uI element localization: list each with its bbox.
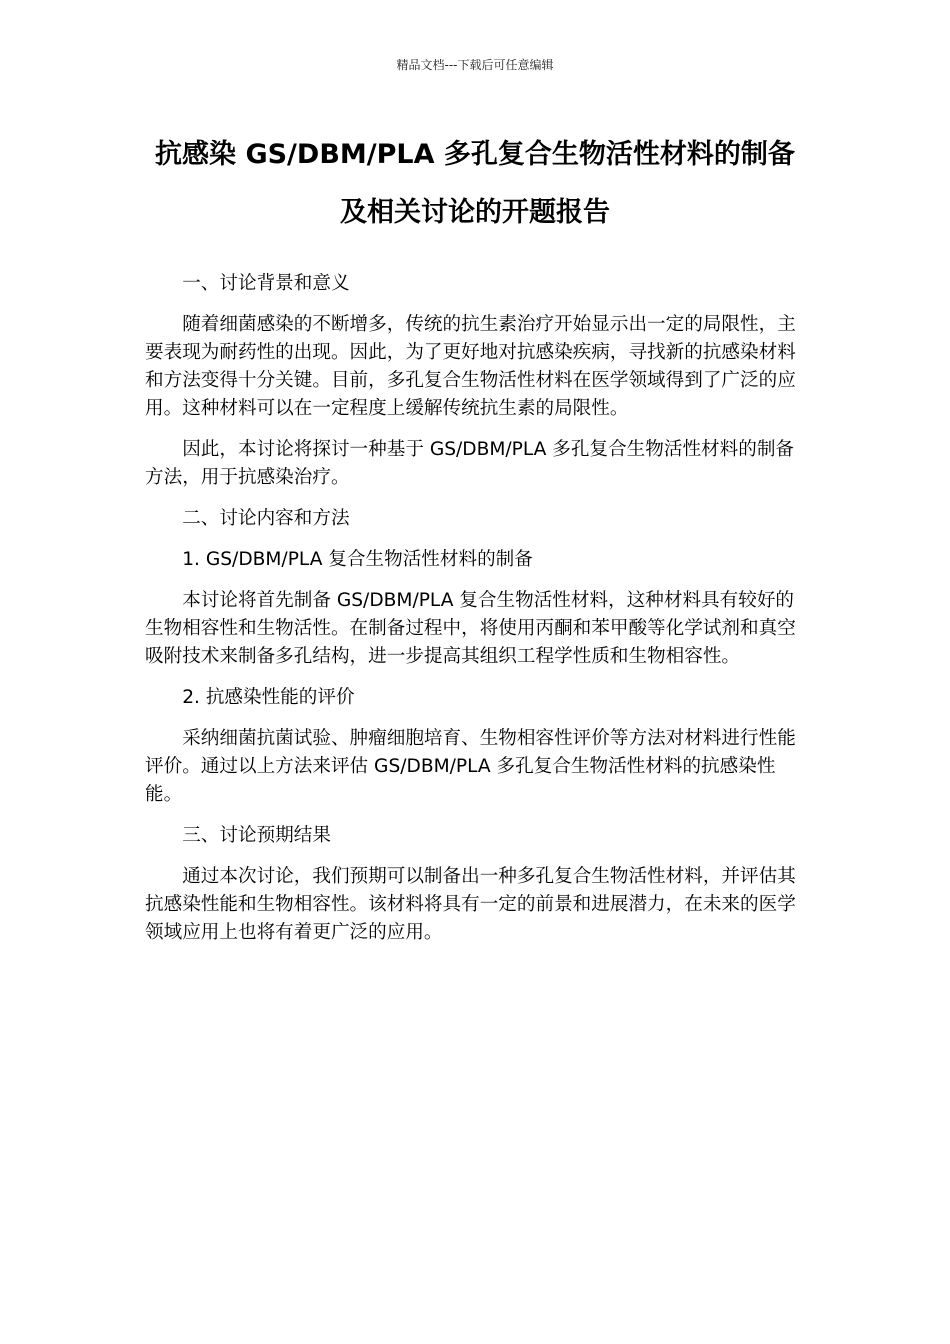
subsection-heading-preparation: 1. GS/DBM/PLA 复合生物活性材料的制备 bbox=[182, 549, 533, 570]
section-heading-content-methods: 二、讨论内容和方法 bbox=[182, 508, 350, 529]
document-body bbox=[145, 270, 810, 947]
paragraph-expected-results: 通过本次讨论，我们预期可以制备出一种多孔复合生物活性材料，并评估其抗感染性能和生物相容性。该材料将具有一定的前景和进展潜力，在未来的医学领域应用上也将有着更广泛的应用。 bbox=[145, 866, 796, 943]
page-header: 精品文档---下载后可任意编辑 bbox=[396, 58, 554, 72]
paragraph-preparation: 本讨论将首先制备 GS/DBM/PLA 复合生物活性材料，这种材料具有较好的生物相容性和生物活性。在制备过程中，将使用丙酮和苯甲酸等化学试剂和真空吸附技术来制备多孔结构，进一步提高其组织工程学性质和生物相容性。 bbox=[145, 590, 796, 667]
document-title-line-2: 及相关讨论的开题报告 bbox=[340, 197, 610, 228]
paragraph-purpose: 因此，本讨论将探讨一种基于 GS/DBM/PLA 多孔复合生物活性材料的制备方法，用于抗感染治疗。 bbox=[145, 439, 795, 488]
section-heading-expected-results: 三、讨论预期结果 bbox=[182, 825, 331, 846]
paragraph-background: 随着细菌感染的不断增多，传统的抗生素治疗开始显示出一定的局限性，主要表现为耐药性的出现。因此，为了更好地对抗感染疾病，寻找新的抗感染材料和方法变得十分关键。目前，多孔复合生物活性材料在医学领域得到了广泛的应用。这种材料可以在一定程度上缓解传统抗生素的局限性。 bbox=[145, 314, 796, 419]
paragraph-evaluation: 采纳细菌抗菌试验、肿瘤细胞培育、生物相容性评价等方法对材料进行性能评价。通过以上方法来评估 GS/DBM/PLA 多孔复合生物活性材料的抗感染性能。 bbox=[145, 728, 796, 805]
section-heading-background: 一、讨论背景和意义 bbox=[182, 273, 350, 294]
subsection-heading-evaluation: 2. 抗感染性能的评价 bbox=[182, 687, 355, 708]
document-title-line-1: 抗感染 GS/DBM/PLA 多孔复合生物活性材料的制备 bbox=[155, 139, 795, 170]
